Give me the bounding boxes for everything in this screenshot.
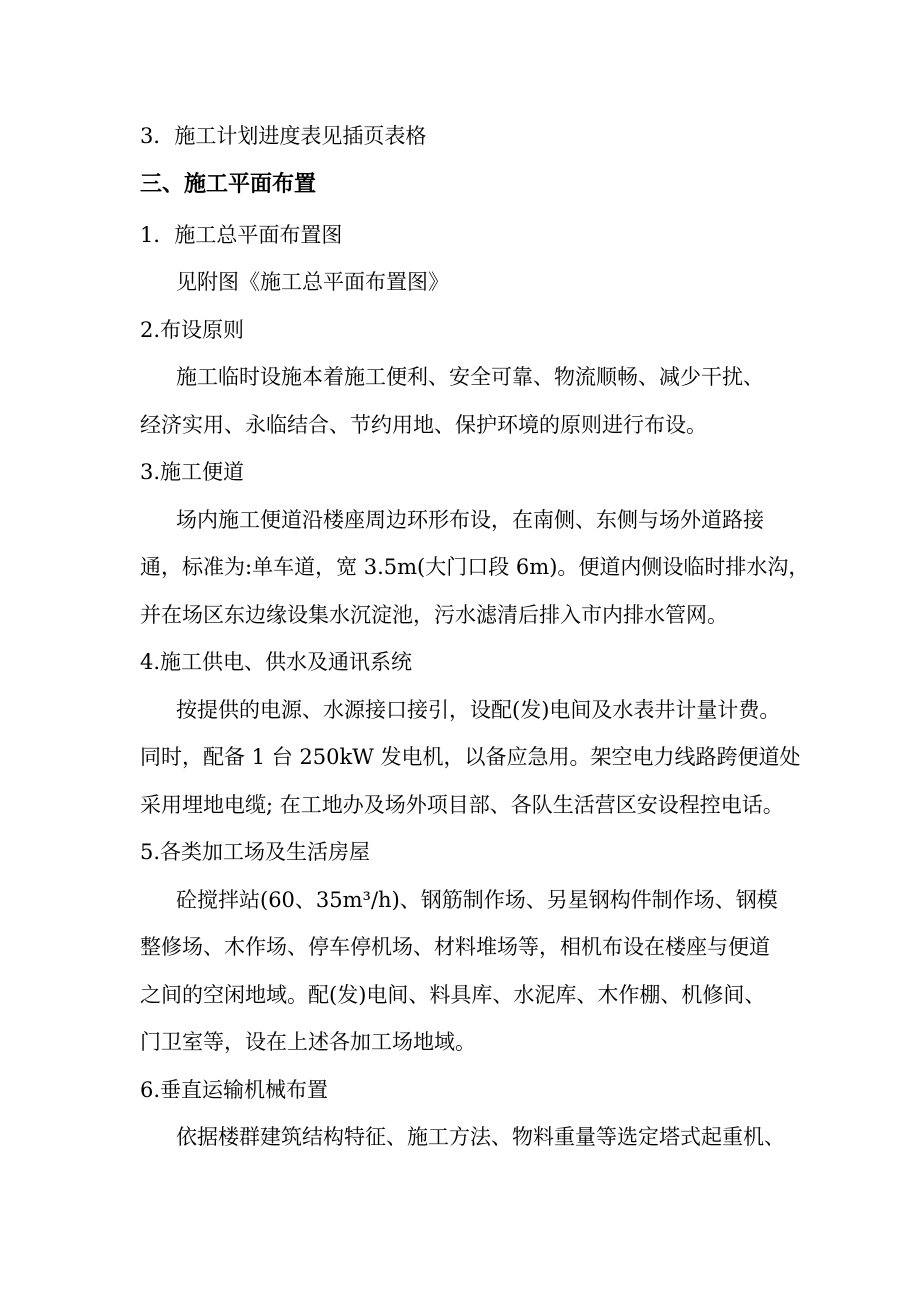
subheading-access-road: 3.施工便道 [140,460,245,484]
paragraph-line: 场内施工便道沿楼座周边环形布设，在南侧、东侧与场外道路接 [176,508,764,532]
paragraph-line: 砼搅拌站(60、35m³/h)、钢筋制作场、另星钢构件制作场、钢模 [176,888,778,912]
paragraph-line: 通，标准为:单车道，宽 3.5m(大门口段 6m)。便道内侧设临时排水沟， [140,555,810,579]
paragraph-line: 之间的空闲地域。配(发)电间、料具库、水泥库、木作棚、机修间、 [140,983,766,1007]
subheading-workshops: 5.各类加工场及生活房屋 [140,840,371,864]
paragraph-line: 按提供的电源、水源接口接引，设配(发)电间及水表井计量计费。 [176,698,781,722]
paragraph-line: 采用埋地电缆; 在工地办及场外项目部、各队生活营区安设程控电话。 [140,793,784,817]
subheading-principles: 2.布设原则 [140,318,245,342]
paragraph-line: 门卫室等，设在上述各加工场地域。 [140,1030,476,1054]
section-heading-layout: 三、施工平面布置 [140,172,317,197]
paragraph-line: 依据楼群建筑结构特征、施工方法、物料重量等选定塔式起重机、 [176,1125,785,1149]
paragraph-line: 经济实用、永临结合、节约用地、保护环境的原则进行布设。 [140,413,707,437]
paragraph-line: 整修场、木作场、停车停机场、材料堆场等，相机布设在楼座与便道 [140,935,770,959]
subheading-utilities: 4.施工供电、供水及通讯系统 [140,650,413,674]
paragraph-line: 并在场区东边缘设集水沉淀池，污水滤清后排入市内排水管网。 [140,603,728,627]
section-item-3-schedule: 3．施工计划进度表见插页表格 [140,124,427,148]
paragraph-line: 见附图《施工总平面布置图》 [176,270,449,294]
paragraph-line: 施工临时设施本着施工便利、安全可靠、物流顺畅、减少干扰、 [176,365,764,389]
paragraph-line: 同时，配备 1 台 250kW 发电机，以备应急用。架空电力线路跨便道处 [140,745,801,769]
subheading-vertical-transport: 6.垂直运输机械布置 [140,1078,329,1102]
subheading-general-layout: 1．施工总平面布置图 [140,223,343,247]
